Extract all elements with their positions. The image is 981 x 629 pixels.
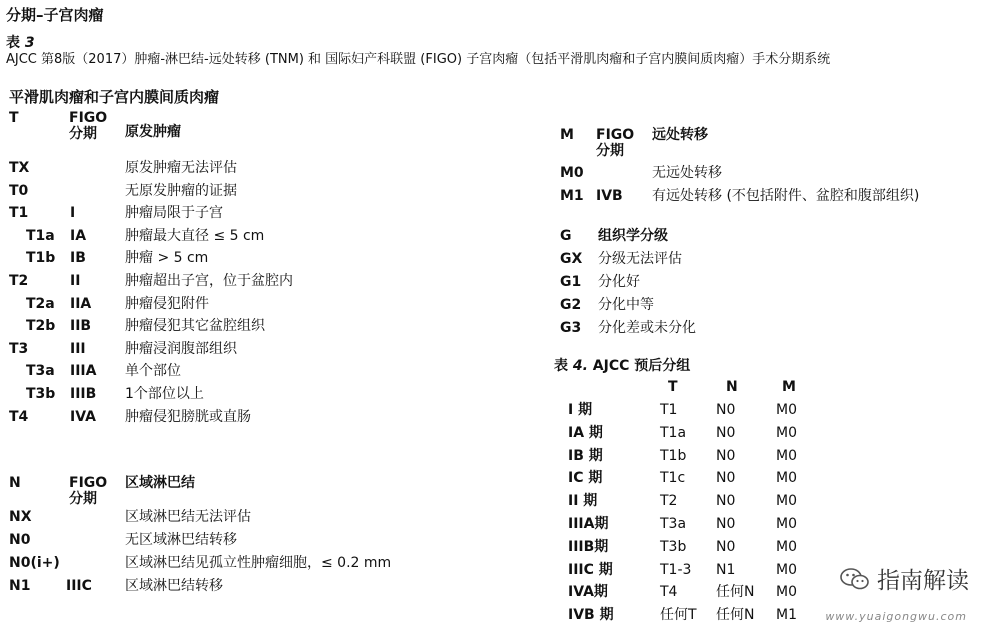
g-row [560, 295, 981, 315]
t-row [9, 316, 569, 336]
table4-label-rest: AJCC 预后分组 [587, 358, 691, 374]
n-col1: N [9, 475, 21, 491]
m-code: M1 [560, 188, 584, 204]
table4-t: 任何T [660, 607, 697, 624]
m-col2-line2: 分期 [596, 143, 624, 159]
table4-m: M0 [776, 470, 797, 487]
table4-n: N0 [716, 424, 736, 441]
m-col2-line1: FIGO [596, 127, 635, 143]
table4-m: M0 [776, 561, 797, 578]
table4-m: M0 [776, 516, 797, 532]
table4-row [554, 400, 981, 420]
t-desc: 肿瘤侵犯附件 [125, 295, 209, 312]
table4-m: M0 [776, 402, 797, 418]
table4-t: T1 [660, 402, 678, 418]
n-code: N1 [9, 578, 31, 594]
n-desc: 区域淋巴结无法评估 [125, 509, 251, 525]
table4-stage: IA 期 [568, 424, 603, 441]
table4-stage: IIIA期 [568, 516, 609, 532]
table4-label [554, 355, 690, 375]
g-col1: G [560, 228, 572, 244]
n-col2-line2: 分期 [69, 491, 97, 507]
t-code: T3a [26, 363, 55, 380]
g-row [560, 249, 981, 269]
t-row [9, 181, 569, 201]
t-figo: IIA [70, 295, 92, 312]
m-row [560, 186, 981, 206]
t-desc: 原发肿瘤无法评估 [125, 160, 237, 176]
table4-stage: II 期 [568, 493, 598, 510]
watermark [839, 562, 969, 595]
t-desc: 肿瘤 > 5 cm [125, 250, 209, 267]
table3-label-prefix: 表 [6, 35, 25, 51]
n-desc: 区域淋巴结转移 [125, 578, 223, 594]
g-code: G2 [560, 297, 582, 313]
table4-m: M0 [776, 584, 797, 601]
table4-m: M0 [776, 493, 797, 510]
t-code: T2 [9, 273, 29, 289]
g-desc: 分化差或未分化 [598, 320, 696, 336]
n-desc: 无区域淋巴结转移 [125, 532, 237, 548]
table3-label-num: 3 [24, 35, 35, 51]
t-desc: 无原发肿瘤的证据 [125, 182, 237, 199]
n-row [9, 530, 569, 550]
t-code: T4 [9, 408, 29, 425]
t-col1: T [9, 110, 19, 126]
table3-subtitle: AJCC 第8版（2017）肿瘤-淋巴结-远处转移 (TNM) 和 国际妇产科联盟 (FIGO) 子宫肉瘤（包括平滑肌肉瘤和子宫内膜间质肉瘤）手术分期系统 [6, 52, 831, 67]
table4-stage: IVB 期 [568, 607, 614, 624]
table4-stage: IIIC 期 [568, 561, 613, 578]
t-code: TX [9, 160, 30, 176]
table4-n: 任何N [716, 607, 755, 624]
t-figo: III [70, 340, 86, 357]
t-row [9, 361, 569, 381]
n-col3: 区域淋巴结 [125, 475, 195, 491]
t-code: T3 [9, 340, 29, 357]
table4-stage: IIIB期 [568, 538, 609, 555]
table4-row [554, 468, 981, 488]
g-code: GX [560, 251, 583, 267]
g-code: G3 [560, 320, 582, 336]
g-code: G1 [560, 274, 582, 290]
table4-n: N0 [716, 447, 736, 464]
table4-row [554, 537, 981, 557]
t-col2-line2: 分期 [69, 126, 97, 142]
page-title: 分期–子宫肉瘤 [6, 6, 104, 24]
t-row [9, 203, 569, 223]
m-row [560, 163, 981, 183]
t-row [9, 271, 569, 291]
m-desc: 有远处转移 (不包括附件、盆腔和腹部组织) [652, 188, 920, 204]
table4-stage: I 期 [568, 402, 593, 418]
table4-stage: IC 期 [568, 470, 603, 487]
watermark-url: www.yuaigongwu.com [825, 610, 967, 623]
t-code: T1b [26, 250, 56, 267]
wechat-icon [839, 567, 871, 591]
g-col2: 组织学分级 [598, 228, 668, 244]
m-col3: 远处转移 [652, 127, 708, 143]
m-figo: IVB [596, 188, 623, 204]
t-row [9, 294, 569, 314]
table4-stage: IVA期 [568, 584, 608, 601]
t-row [9, 407, 569, 427]
t-code: T2a [26, 295, 55, 312]
t-header [9, 108, 549, 144]
table4-n: 任何N [716, 584, 755, 601]
t-code: T2b [26, 318, 56, 335]
table4-header-t: T [668, 379, 678, 395]
table4-n: N0 [716, 538, 736, 555]
table4-label-prefix: 表 [554, 358, 573, 374]
t-figo: IVA [70, 408, 96, 425]
table4-n: N0 [716, 516, 736, 532]
table4-m: M1 [776, 607, 797, 624]
n-row [9, 507, 569, 527]
table4-row [554, 491, 981, 511]
t-figo: IIIB [70, 386, 97, 402]
table4-t: T1-3 [660, 561, 692, 578]
table4-n: N0 [716, 402, 736, 418]
g-header [560, 226, 970, 246]
table4-stage: IB 期 [568, 447, 603, 464]
t-desc: 肿瘤局限于子宫 [125, 205, 223, 222]
g-row [560, 272, 981, 292]
table4-m: M0 [776, 447, 797, 464]
m-header [560, 125, 970, 161]
n-col2-line1: FIGO [69, 475, 108, 491]
table4-t: T1c [660, 470, 686, 487]
t-desc: 肿瘤侵犯膀胱或直肠 [125, 408, 251, 425]
g-desc: 分级无法评估 [598, 251, 682, 267]
table4-row [554, 514, 981, 534]
t-figo: IA [70, 227, 87, 244]
m-col1: M [560, 127, 574, 143]
t-col3: 原发肿瘤 [125, 124, 181, 140]
table4-t: T1a [660, 424, 687, 441]
n-desc: 区域淋巴结见孤立性肿瘤细胞，≤ 0.2 mm [125, 555, 392, 571]
table4-header-m: M [782, 379, 796, 395]
t-row [9, 384, 569, 404]
t-desc: 肿瘤浸润腹部组织 [125, 340, 237, 357]
n-row [9, 576, 569, 596]
n-code: NX [9, 509, 32, 525]
t-row [9, 226, 569, 246]
watermark-text: 指南解读 [877, 568, 969, 594]
t-code: T1 [9, 205, 29, 222]
g-desc: 分化好 [598, 274, 640, 290]
m-desc: 无远处转移 [652, 165, 722, 181]
table4-header [554, 377, 814, 397]
table4-label-num: 4. [572, 358, 588, 374]
t-desc: 肿瘤最大直径 ≤ 5 cm [125, 227, 265, 244]
t-code: T0 [9, 182, 29, 199]
t-desc: 1个部位以上 [125, 386, 204, 402]
t-code: T3b [26, 386, 56, 402]
table4-m: M0 [776, 424, 797, 441]
t-figo: IIB [70, 318, 92, 335]
n-code: N0(i+) [9, 555, 60, 571]
table4-row [554, 446, 981, 466]
table4-n: N0 [716, 470, 736, 487]
m-code: M0 [560, 165, 584, 181]
table4-t: T3a [660, 516, 687, 532]
n-header [9, 473, 549, 509]
n-row [9, 553, 569, 573]
table4-t: T2 [660, 493, 678, 510]
t-code: T1a [26, 227, 55, 244]
t-row [9, 339, 569, 359]
section-title: 平滑肌肉瘤和子宫内膜间质肉瘤 [9, 88, 220, 106]
n-figo: IIIC [66, 578, 92, 594]
t-desc: 肿瘤超出子宫，位于盆腔内 [125, 273, 293, 289]
t-figo: IIIA [70, 363, 97, 380]
t-row [9, 158, 569, 178]
table4-t: T4 [660, 584, 678, 601]
t-row [9, 248, 569, 268]
table4-m: M0 [776, 538, 797, 555]
t-desc: 肿瘤侵犯其它盆腔组织 [125, 318, 265, 335]
t-figo: I [70, 205, 76, 222]
table4-t: T1b [660, 447, 687, 464]
g-desc: 分化中等 [598, 297, 654, 313]
n-code: N0 [9, 532, 31, 548]
table4-n: N1 [716, 561, 736, 578]
table4-t: T3b [660, 538, 687, 555]
table4-header-n: N [726, 379, 738, 395]
table4-n: N0 [716, 493, 736, 510]
t-desc: 单个部位 [125, 363, 181, 380]
g-row [560, 318, 981, 338]
t-figo: II [70, 273, 81, 289]
t-col2-line1: FIGO [69, 110, 108, 126]
t-figo: IB [70, 250, 86, 267]
table4-row [554, 423, 981, 443]
